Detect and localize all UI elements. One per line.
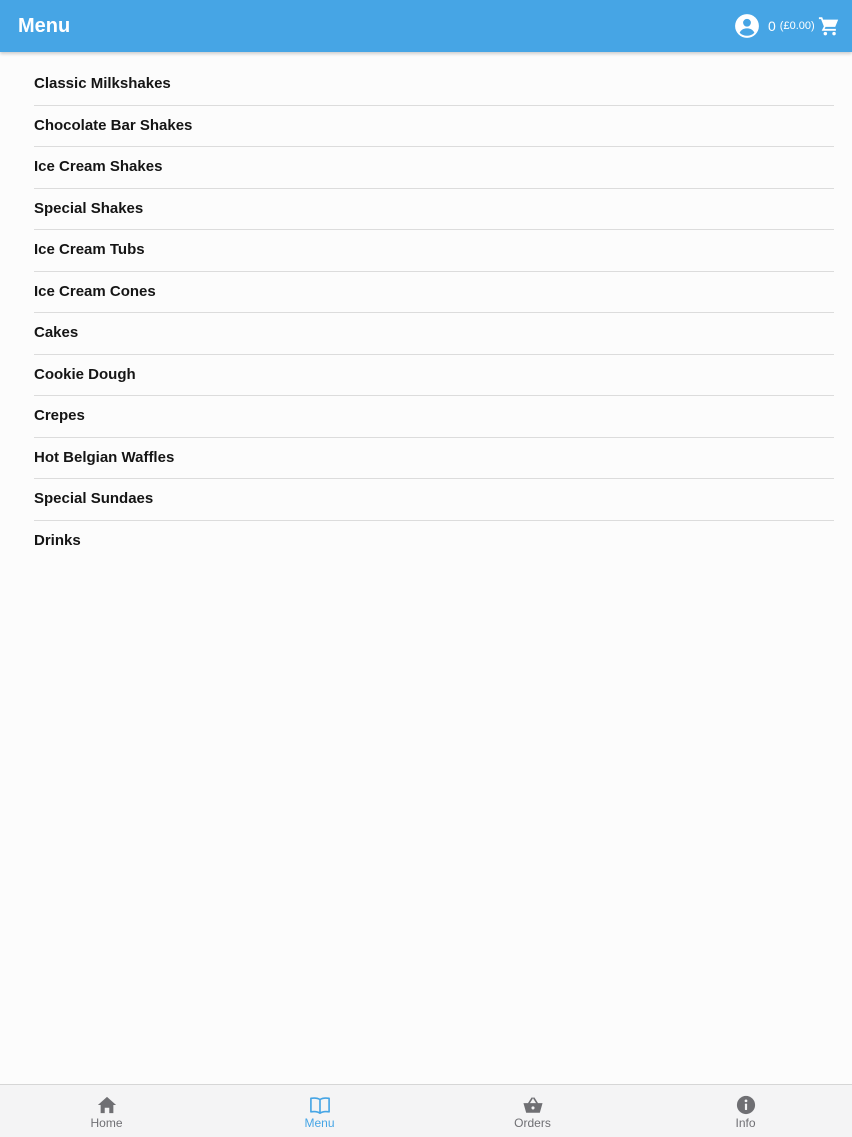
cart-button[interactable]	[768, 13, 840, 39]
menu-category-item[interactable]	[34, 479, 834, 521]
menu-category-label: Special Sundaes	[34, 490, 154, 508]
menu-category-label: Special Shakes	[34, 199, 144, 217]
page-title: Menu	[18, 15, 71, 37]
tab-menu[interactable]	[213, 1085, 426, 1137]
info-icon	[735, 1095, 757, 1115]
tab-label: Home	[90, 1116, 123, 1130]
menu-category-list	[34, 64, 834, 562]
menu-category-item[interactable]	[34, 272, 834, 314]
menu-category-item[interactable]	[34, 521, 834, 563]
menu-category-label: Ice Cream Tubs	[34, 241, 145, 259]
menu-category-item[interactable]	[34, 230, 834, 272]
cart-total: (£0.00)	[779, 20, 815, 32]
home-icon	[96, 1095, 118, 1115]
menu-category-label: Classic Milkshakes	[34, 75, 171, 93]
app-header	[0, 0, 852, 52]
tab-label: Info	[735, 1116, 756, 1130]
tab-info[interactable]	[639, 1085, 852, 1137]
basket-icon	[522, 1095, 544, 1115]
menu-category-label: Ice Cream Cones	[34, 282, 156, 300]
menu-category-label: Ice Cream Shakes	[34, 158, 163, 176]
menu-category-item[interactable]	[34, 355, 834, 397]
tab-orders[interactable]	[426, 1085, 639, 1137]
menu-category-item[interactable]	[34, 189, 834, 231]
book-open-icon	[309, 1095, 331, 1115]
bottom-tab-bar	[0, 1084, 852, 1137]
menu-category-item[interactable]	[34, 64, 834, 106]
menu-category-item[interactable]	[34, 147, 834, 189]
menu-category-label: Chocolate Bar Shakes	[34, 116, 193, 134]
account-circle-icon	[734, 13, 760, 39]
menu-category-item[interactable]	[34, 313, 834, 355]
menu-category-label: Cookie Dough	[34, 365, 136, 383]
account-button[interactable]	[734, 13, 760, 39]
menu-category-item[interactable]	[34, 438, 834, 480]
menu-category-label: Cakes	[34, 324, 79, 342]
cart-count: 0	[768, 18, 776, 34]
shopping-cart-icon	[818, 15, 840, 37]
menu-category-label: Hot Belgian Waffles	[34, 448, 175, 466]
tab-label: Orders	[514, 1116, 551, 1130]
tab-home[interactable]	[0, 1085, 213, 1137]
menu-category-label: Crepes	[34, 407, 85, 425]
menu-category-label: Drinks	[34, 532, 81, 550]
tab-label: Menu	[304, 1116, 335, 1130]
menu-category-item[interactable]	[34, 106, 834, 148]
menu-category-item[interactable]	[34, 396, 834, 438]
